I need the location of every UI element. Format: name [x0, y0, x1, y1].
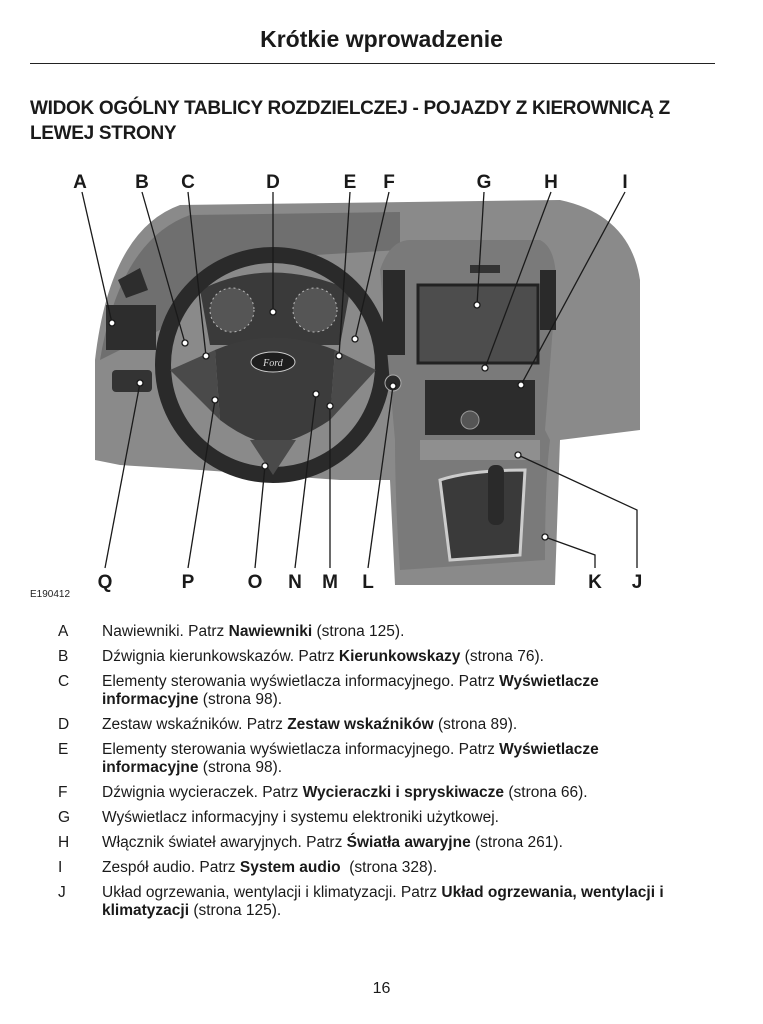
page-number: 16 [372, 980, 391, 997]
gear-lever [488, 465, 504, 525]
item-key: I [58, 859, 63, 876]
item-text: Nawiewniki. Patrz [102, 623, 229, 640]
legend-item [0, 741, 763, 777]
item-page: (strona 261). [470, 834, 563, 851]
item-ref-link[interactable]: Zestaw wskaźników [287, 716, 434, 733]
page-header-title: Krótkie wprowadzenie [260, 26, 503, 52]
item-page: (strona 125). [189, 902, 282, 919]
item-key: G [58, 809, 71, 826]
label-n: N [288, 572, 302, 593]
legend-list [0, 623, 763, 927]
label-a: A [73, 172, 87, 193]
legend-item [0, 784, 763, 802]
label-k: K [588, 572, 602, 593]
item-key: H [58, 834, 70, 851]
label-c: C [181, 172, 195, 193]
item-text: Układ ogrzewania, wentylacji i klimatyzacji. Patrz [102, 884, 442, 901]
label-q: Q [97, 572, 113, 593]
item-page: (strona 76). [460, 648, 544, 665]
label-e: E [343, 172, 357, 193]
legend-item [0, 648, 763, 666]
item-key: B [58, 648, 69, 665]
item-page: (strona 328). [340, 859, 438, 876]
item-page: (strona 98). [198, 759, 283, 776]
audio-unit [425, 380, 535, 435]
item-key: E [58, 741, 69, 758]
label-d: D [266, 172, 280, 193]
left-air-vent [106, 305, 156, 350]
section-title: WIDOK OGÓLNY TABLICY ROZDZIELCZEJ - POJAZDY Z KIEROWNICĄ Z LEWEJ STRONY [30, 98, 670, 144]
item-text: Wyświetlacz informacyjny i systemu elektroniki użytkowej. [102, 809, 499, 826]
label-i: I [622, 172, 628, 193]
item-key: D [58, 716, 70, 733]
item-page: (strona 66). [504, 784, 588, 801]
item-text: Elementy sterowania wyświetlacza informacyjnego. Patrz [102, 673, 500, 690]
header-divider [30, 63, 715, 64]
item-page: (strona 89). [433, 716, 518, 733]
item-text: Zespół audio. Patrz [102, 859, 240, 876]
item-key: F [58, 784, 68, 801]
label-o: O [247, 572, 263, 593]
label-p: P [181, 572, 195, 593]
item-ref-link[interactable]: Nawiewniki [228, 623, 313, 640]
item-page: (strona 98). [198, 691, 283, 708]
item-key: A [58, 623, 69, 640]
legend-item [0, 834, 763, 852]
item-ref-link[interactable]: Wycieraczki i spryskiwacze [302, 784, 505, 801]
legend-item [0, 884, 763, 920]
item-text: Dźwignia wycieraczek. Patrz [102, 784, 303, 801]
figure-code: E190412 [30, 589, 71, 600]
label-g: G [476, 172, 492, 193]
label-l: L [362, 572, 374, 593]
dashboard-illustration [0, 160, 763, 610]
label-b: B [135, 172, 149, 193]
item-text: Zestaw wskaźników. Patrz [102, 716, 288, 733]
legend-item [0, 859, 763, 877]
item-ref-link[interactable]: Światła awaryjne [346, 834, 471, 851]
legend-item [0, 623, 763, 641]
item-text: Dźwignia kierunkowskazów. Patrz [102, 648, 339, 665]
legend-item [0, 809, 763, 827]
ford-logo-text: Ford [263, 358, 283, 369]
item-text: Włącznik świateł awaryjnych. Patrz [102, 834, 347, 851]
label-h: H [544, 172, 558, 193]
item-key: C [58, 673, 70, 690]
legend-item [0, 673, 763, 709]
item-ref-link[interactable]: Kierunkowskazy [338, 648, 461, 665]
item-ref-link[interactable]: Układ ogrzewania, wentylacji i klimatyzacji [102, 884, 664, 919]
item-ref-link[interactable]: Wyświetlacze informacyjne [102, 741, 599, 776]
item-ref-link[interactable]: Wyświetlacze informacyjne [102, 673, 599, 708]
item-page: (strona 125). [312, 623, 405, 640]
label-j: J [631, 572, 643, 593]
item-ref-link[interactable]: System audio [239, 859, 341, 876]
item-key: J [58, 884, 66, 901]
label-f: F [383, 172, 395, 193]
label-m: M [322, 572, 338, 593]
legend-item [0, 716, 763, 734]
item-text: Elementy sterowania wyświetlacza informacyjnego. Patrz [102, 741, 500, 758]
